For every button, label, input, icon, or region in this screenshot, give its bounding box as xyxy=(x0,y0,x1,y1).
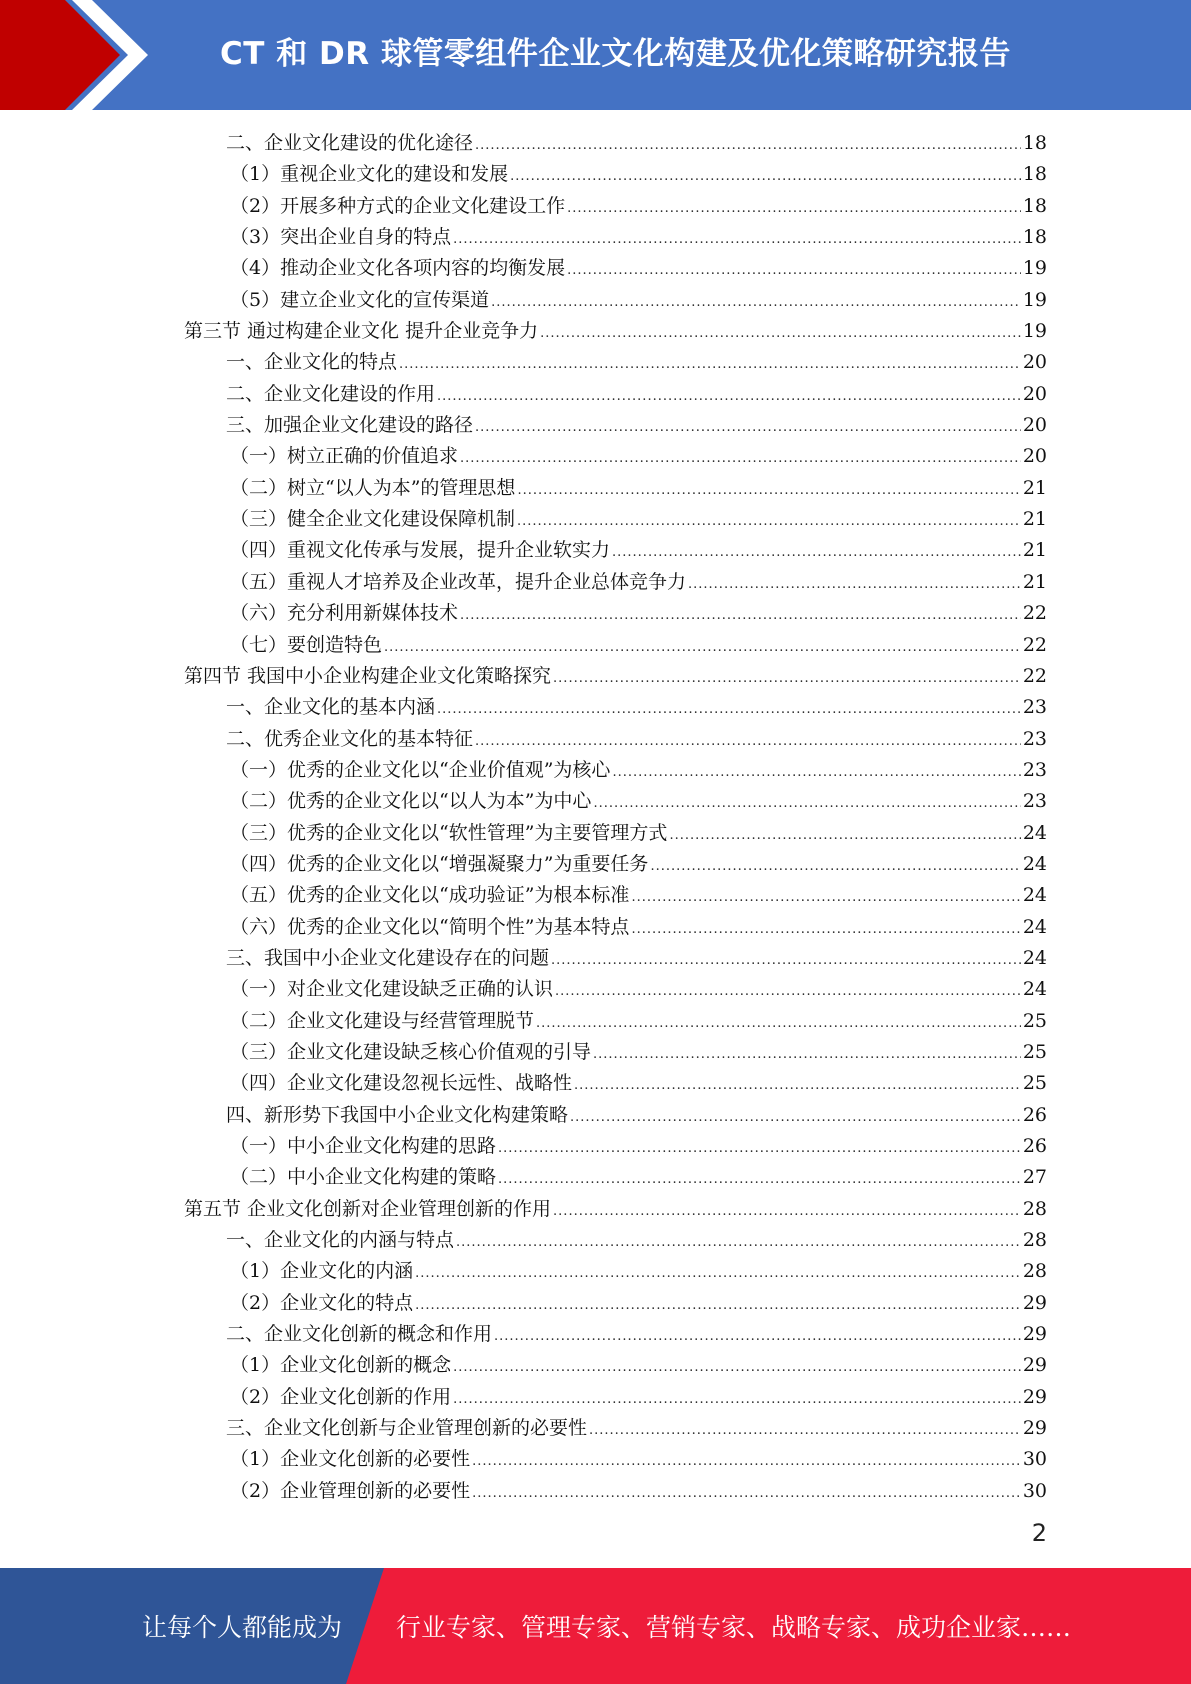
toc-dot-leader xyxy=(475,130,1021,161)
page-number: 2 xyxy=(1031,1519,1047,1547)
toc-entry-title: 二、优秀企业文化的基本特征 xyxy=(226,727,474,750)
toc-entry[interactable] xyxy=(0,849,1191,880)
toc-entry-page: 29 xyxy=(1022,1354,1047,1377)
toc-entry[interactable] xyxy=(0,1194,1191,1225)
toc-dot-leader xyxy=(472,1446,1021,1477)
toc-entry-title: 二、企业文化建设的优化途径 xyxy=(226,132,474,154)
toc-dot-leader xyxy=(399,349,1021,380)
toc-dot-leader xyxy=(437,381,1021,412)
toc-dot-leader xyxy=(551,945,1021,976)
toc-dot-leader xyxy=(567,193,1021,224)
toc-entry-page: 25 xyxy=(1022,1009,1047,1032)
toc-entry-page: 19 xyxy=(1022,288,1047,311)
toc-entry-page: 26 xyxy=(1022,1103,1047,1126)
toc-entry[interactable] xyxy=(0,1413,1191,1444)
toc-dot-leader xyxy=(453,224,1021,255)
toc-dot-leader xyxy=(589,1415,1021,1446)
toc-dot-leader xyxy=(510,161,1021,192)
toc-entry-page: 21 xyxy=(1022,570,1047,593)
toc-entry-page: 28 xyxy=(1022,1197,1047,1220)
toc-entry-page: 18 xyxy=(1022,132,1047,154)
toc-entry[interactable] xyxy=(0,912,1191,943)
toc-entry-page: 18 xyxy=(1022,163,1047,186)
page-header xyxy=(0,0,1191,110)
toc-dot-leader xyxy=(669,820,1020,851)
toc-entry-page: 22 xyxy=(1022,602,1047,625)
toc-entry-title: （一）中小企业文化构建的思路 xyxy=(230,1135,497,1157)
toc-entry-page: 28 xyxy=(1022,1260,1047,1283)
toc-dot-leader xyxy=(415,1290,1021,1321)
toc-entry-title: （五）重视人才培养及企业改革，提升企业总体竞争力 xyxy=(230,570,687,593)
toc-entry[interactable] xyxy=(0,535,1191,566)
toc-entry-title: 三、企业文化创新与企业管理创新的必要性 xyxy=(226,1417,588,1440)
toc-dot-leader xyxy=(456,1227,1021,1258)
toc-dot-leader xyxy=(415,1258,1021,1289)
toc-entry-title: 第四节 我国中小企业构建企业文化策略探究 xyxy=(184,664,552,687)
toc-entry-page: 22 xyxy=(1022,633,1047,656)
toc-entry-title: （三）企业文化建设缺乏核心价值观的引导 xyxy=(230,1040,592,1063)
toc-entry-title: 二、企业文化创新的概念和作用 xyxy=(226,1323,493,1346)
toc-entry-title: 三、我国中小企业文化建设存在的问题 xyxy=(226,946,550,969)
toc-entry-title: （四）企业文化建设忽视长远性、战略性 xyxy=(230,1072,573,1095)
toc-entry-title: （五）优秀的企业文化以“成功验证”为根本标准 xyxy=(230,884,630,907)
toc-entry-page: 25 xyxy=(1022,1072,1047,1095)
toc-entry-title: （六）充分利用新媒体技术 xyxy=(230,602,459,625)
table-of-contents xyxy=(0,128,1191,1507)
toc-entry[interactable] xyxy=(0,128,1191,159)
toc-entry[interactable] xyxy=(0,724,1191,755)
toc-entry-title: （2）企业文化的特点 xyxy=(230,1291,414,1314)
toc-entry-title: （2）企业管理创新的必要性 xyxy=(230,1479,471,1502)
toc-dot-leader xyxy=(437,694,1021,725)
toc-entry-title: 第五节 企业文化创新对企业管理创新的作用 xyxy=(184,1197,552,1220)
toc-entry-title: （1）企业文化的内涵 xyxy=(230,1260,414,1283)
toc-entry-title: （一）树立正确的价值追求 xyxy=(230,445,459,468)
header-arrow-decoration xyxy=(0,0,150,110)
toc-entry[interactable] xyxy=(0,1476,1191,1507)
toc-entry-page: 21 xyxy=(1022,539,1047,562)
toc-dot-leader xyxy=(553,1196,1021,1227)
toc-dot-leader xyxy=(612,757,1020,788)
toc-entry[interactable] xyxy=(0,1225,1191,1256)
toc-entry-title: （三）优秀的企业文化以“软性管理”为主要管理方式 xyxy=(230,821,668,844)
toc-entry-title: 三、加强企业文化建设的路径 xyxy=(226,414,474,437)
toc-entry-page: 24 xyxy=(1022,821,1047,844)
toc-entry-page: 29 xyxy=(1022,1385,1047,1408)
toc-entry[interactable] xyxy=(0,974,1191,1005)
toc-entry[interactable] xyxy=(0,1256,1191,1287)
toc-entry-title: （1）企业文化创新的必要性 xyxy=(230,1448,471,1471)
toc-entry[interactable] xyxy=(0,1444,1191,1475)
toc-entry-page: 24 xyxy=(1022,978,1047,1001)
toc-entry-page: 23 xyxy=(1022,790,1047,813)
toc-entry-title: 一、企业文化的特点 xyxy=(226,351,398,374)
toc-entry[interactable] xyxy=(0,598,1191,629)
toc-dot-leader xyxy=(555,976,1021,1007)
toc-dot-leader xyxy=(517,506,1021,537)
toc-entry-page: 24 xyxy=(1022,884,1047,907)
toc-entry-page: 21 xyxy=(1022,508,1047,531)
toc-entry-page: 20 xyxy=(1022,351,1047,374)
toc-entry-page: 24 xyxy=(1022,915,1047,938)
toc-entry-page: 24 xyxy=(1022,946,1047,969)
toc-entry[interactable] xyxy=(0,1068,1191,1099)
toc-entry[interactable] xyxy=(0,285,1191,316)
toc-entry-page: 23 xyxy=(1022,696,1047,719)
toc-entry-page: 19 xyxy=(1022,257,1047,280)
toc-entry[interactable] xyxy=(0,253,1191,284)
toc-entry-page: 20 xyxy=(1022,445,1047,468)
toc-entry[interactable] xyxy=(0,222,1191,253)
toc-entry[interactable] xyxy=(0,410,1191,441)
toc-entry-title: （4）推动企业文化各项内容的均衡发展 xyxy=(230,257,566,280)
toc-dot-leader xyxy=(517,475,1020,506)
toc-entry-title: （1）企业文化创新的概念 xyxy=(230,1354,452,1377)
toc-entry-page: 29 xyxy=(1022,1291,1047,1314)
toc-entry-page: 24 xyxy=(1022,852,1047,875)
toc-entry-page: 20 xyxy=(1022,382,1047,405)
toc-dot-leader xyxy=(567,255,1021,286)
toc-dot-leader xyxy=(498,1133,1021,1164)
toc-entry[interactable] xyxy=(0,1006,1191,1037)
toc-entry-page: 22 xyxy=(1022,664,1047,687)
toc-entry-title: （5）建立企业文化的宣传渠道 xyxy=(230,288,490,311)
toc-dot-leader xyxy=(688,569,1021,600)
toc-entry-page: 23 xyxy=(1022,758,1047,781)
toc-entry-title: （二）树立“以人为本”的管理思想 xyxy=(230,476,516,499)
toc-entry[interactable] xyxy=(0,316,1191,347)
footer-slogan-left: 让每个人都能成为 xyxy=(142,1613,343,1642)
toc-entry[interactable] xyxy=(0,379,1191,410)
toc-dot-leader xyxy=(475,726,1021,757)
toc-entry[interactable] xyxy=(0,818,1191,849)
page-footer xyxy=(0,1568,1191,1684)
toc-entry-page: 30 xyxy=(1022,1448,1047,1471)
toc-entry[interactable] xyxy=(0,630,1191,661)
toc-dot-leader xyxy=(631,882,1020,913)
toc-entry-page: 21 xyxy=(1022,476,1047,499)
toc-entry[interactable] xyxy=(0,1037,1191,1068)
toc-entry[interactable] xyxy=(0,567,1191,598)
toc-entry-page: 20 xyxy=(1022,414,1047,437)
document-title: CT 和 DR 球管零组件企业文化构建及优化策略研究报告 xyxy=(220,36,1011,72)
toc-entry-title: （四）优秀的企业文化以“增强凝聚力”为重要任务 xyxy=(230,852,649,875)
toc-entry-title: （2）开展多种方式的企业文化建设工作 xyxy=(230,194,566,217)
toc-entry[interactable] xyxy=(0,1382,1191,1413)
toc-entry-title: （六）优秀的企业文化以“简明个性”为基本特点 xyxy=(230,915,630,938)
toc-entry-title: （七）要创造特色 xyxy=(230,633,383,656)
toc-entry[interactable] xyxy=(0,1319,1191,1350)
toc-dot-leader xyxy=(553,663,1021,694)
toc-entry-page: 23 xyxy=(1022,727,1047,750)
toc-entry-title: 一、企业文化的基本内涵 xyxy=(226,696,436,719)
toc-entry-page: 18 xyxy=(1022,194,1047,217)
toc-dot-leader xyxy=(540,318,1021,349)
toc-entry-title: （1）重视企业文化的建设和发展 xyxy=(230,163,509,186)
toc-dot-leader xyxy=(460,600,1021,631)
toc-entry[interactable] xyxy=(0,1350,1191,1381)
toc-entry-page: 26 xyxy=(1022,1135,1047,1157)
toc-dot-leader xyxy=(631,914,1020,945)
toc-dot-leader xyxy=(453,1352,1021,1383)
toc-entry-title: 第三节 通过构建企业文化 提升企业竞争力 xyxy=(184,320,539,343)
toc-dot-leader xyxy=(536,1008,1021,1039)
toc-dot-leader xyxy=(491,287,1021,318)
toc-entry[interactable] xyxy=(0,755,1191,786)
toc-entry-title: （2）企业文化创新的作用 xyxy=(230,1385,452,1408)
toc-entry[interactable] xyxy=(0,786,1191,817)
toc-entry[interactable] xyxy=(0,473,1191,504)
toc-entry[interactable] xyxy=(0,191,1191,222)
toc-entry-title: （二）企业文化建设与经营管理脱节 xyxy=(230,1009,535,1032)
toc-entry[interactable] xyxy=(0,159,1191,190)
toc-entry-page: 27 xyxy=(1022,1166,1047,1189)
toc-entry-page: 18 xyxy=(1022,226,1047,249)
toc-entry-page: 30 xyxy=(1022,1479,1047,1502)
toc-entry[interactable] xyxy=(0,1162,1191,1193)
toc-entry-page: 19 xyxy=(1022,320,1047,343)
toc-entry[interactable] xyxy=(0,943,1191,974)
toc-dot-leader xyxy=(650,851,1020,882)
toc-dot-leader xyxy=(453,1384,1021,1415)
toc-entry[interactable] xyxy=(0,661,1191,692)
toc-entry-title: 一、企业文化的内涵与特点 xyxy=(226,1229,455,1252)
toc-entry[interactable] xyxy=(0,1100,1191,1131)
toc-dot-leader xyxy=(498,1164,1021,1195)
toc-entry[interactable] xyxy=(0,347,1191,378)
toc-dot-leader xyxy=(612,537,1021,568)
toc-dot-leader xyxy=(574,1070,1021,1101)
toc-entry[interactable] xyxy=(0,1131,1191,1162)
toc-entry-title: 四、新形势下我国中小企业文化构建策略 xyxy=(226,1103,569,1126)
toc-dot-leader xyxy=(472,1478,1021,1509)
toc-entry-page: 29 xyxy=(1022,1417,1047,1440)
toc-entry-title: （二）中小企业文化构建的策略 xyxy=(230,1166,497,1189)
toc-entry[interactable] xyxy=(0,692,1191,723)
toc-entry-title: （3）突出企业自身的特点 xyxy=(230,226,452,249)
toc-entry-page: 25 xyxy=(1022,1040,1047,1063)
toc-entry-title: （二）优秀的企业文化以“以人为本”为中心 xyxy=(230,790,592,813)
toc-dot-leader xyxy=(384,632,1021,663)
toc-entry-title: （四）重视文化传承与发展，提升企业软实力 xyxy=(230,539,611,562)
toc-entry[interactable] xyxy=(0,1288,1191,1319)
toc-dot-leader xyxy=(475,412,1021,443)
toc-dot-leader xyxy=(570,1102,1021,1133)
toc-entry-title: （一）优秀的企业文化以“企业价值观”为核心 xyxy=(230,758,611,781)
toc-entry-page: 29 xyxy=(1022,1323,1047,1346)
toc-entry[interactable] xyxy=(0,880,1191,911)
toc-dot-leader xyxy=(460,443,1021,474)
footer-slogan-right: 行业专家、管理专家、营销专家、战略专家、成功企业家…… xyxy=(396,1613,1072,1642)
toc-entry[interactable] xyxy=(0,441,1191,472)
toc-dot-leader xyxy=(593,1039,1021,1070)
toc-entry-title: （三）健全企业文化建设保障机制 xyxy=(230,508,516,531)
toc-dot-leader xyxy=(593,788,1020,819)
toc-dot-leader xyxy=(494,1321,1021,1352)
toc-entry[interactable] xyxy=(0,504,1191,535)
toc-entry-page: 28 xyxy=(1022,1229,1047,1252)
toc-entry-title: 二、企业文化建设的作用 xyxy=(226,382,436,405)
toc-entry-title: （一）对企业文化建设缺乏正确的认识 xyxy=(230,978,554,1001)
